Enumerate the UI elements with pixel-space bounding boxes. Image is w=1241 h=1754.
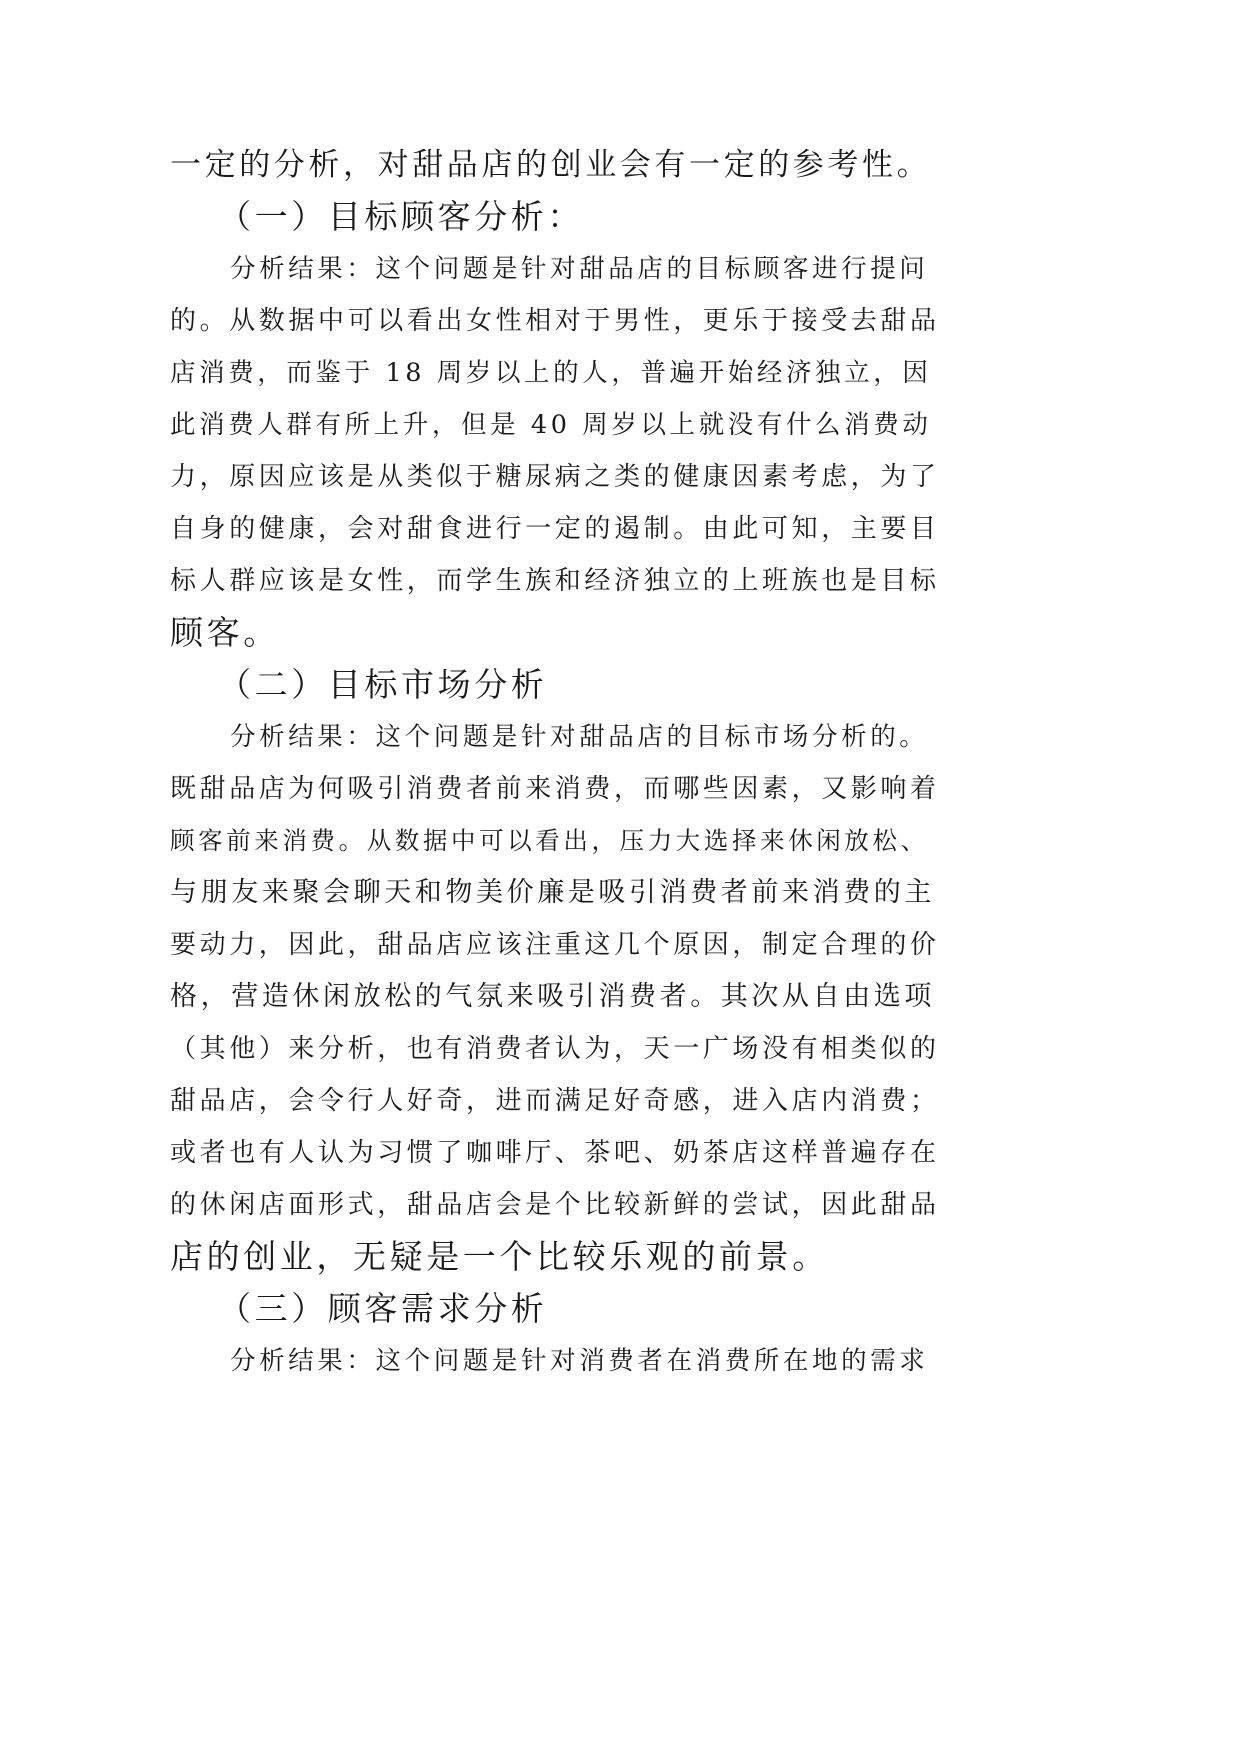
text-line-content: 自身的健康，会对甜食进行一定的遏制。由此可知，主要目	[170, 514, 940, 544]
text-line-content: 与朋友来聚会聊天和物美价廉是吸引消费者前来消费的主	[170, 877, 935, 908]
text-line-content: 既甜品店为何吸引消费者前来消费，而哪些因素，又影响着	[170, 774, 940, 804]
text-line-content: 或者也有人认为习惯了咖啡厅、茶吧、奶茶店这样普遍存在	[170, 1138, 940, 1168]
text-line	[0, 1124, 1241, 1182]
text-line-content: 此消费人群有所上升，但是 40 周岁以上就没有什么消费动	[170, 410, 932, 440]
text-line-content: 甜品店，会令行人好奇，进而满足好奇感，进入店内消费；	[170, 1086, 940, 1116]
text-line-content: 格，营造休闲放松的气氛来吸引消费者。其次从自由选项	[170, 981, 935, 1012]
section-heading-text: （一）目标顾客分析：	[218, 197, 584, 236]
text-line	[0, 240, 1241, 298]
text-line-content: （其他）来分析，也有消费者认为，天一广场没有相类似的	[170, 1034, 940, 1064]
text-line-content: 的。从数据中可以看出女性相对于男性，更乐于接受去甜品	[170, 306, 940, 336]
text-line-content: 店的创业，无疑是一个比较乐观的前景。	[170, 1237, 829, 1276]
text-line	[0, 448, 1241, 506]
text-line	[0, 604, 1241, 662]
text-line	[0, 864, 1241, 922]
text-line	[0, 1332, 1241, 1390]
text-line-content: 一定的分析，对甜品店的创业会有一定的参考性。	[170, 147, 932, 183]
text-line	[0, 1072, 1241, 1130]
text-line	[0, 344, 1241, 402]
text-line	[0, 552, 1241, 610]
text-line-content: 分析结果：这个问题是针对甜品店的目标市场分析的。	[230, 722, 929, 752]
text-line	[0, 1176, 1241, 1234]
section-heading	[0, 656, 1241, 714]
section-heading-text: （三）顾客需求分析	[218, 1289, 548, 1328]
text-line-content: 的休闲店面形式，甜品店会是个比较新鲜的尝试，因此甜品	[170, 1190, 940, 1220]
text-line	[0, 1228, 1241, 1286]
text-line-content: 分析结果：这个问题是针对消费者在消费所在地的需求	[230, 1346, 929, 1376]
text-line-content: 标人群应该是女性，而学生族和经济独立的上班族也是目标	[170, 566, 940, 596]
text-line-content: 分析结果：这个问题是针对甜品店的目标顾客进行提问	[230, 254, 929, 284]
text-line-content: 店消费，而鉴于 18 周岁以上的人，普遍开始经济独立，因	[170, 358, 932, 388]
text-line-content: 顾客。	[170, 613, 280, 652]
section-heading	[0, 1280, 1241, 1338]
text-line	[0, 916, 1241, 974]
text-line	[0, 1020, 1241, 1078]
text-line	[0, 760, 1241, 818]
text-line-content: 顾客前来消费。从数据中可以看出，压力大选择来休闲放松、	[170, 826, 929, 855]
text-line	[0, 708, 1241, 766]
text-line	[0, 292, 1241, 350]
section-heading-text: （二）目标市场分析	[218, 665, 548, 704]
text-line-content: 力，原因应该是从类似于糖尿病之类的健康因素考虑，为了	[170, 462, 940, 492]
section-heading	[0, 188, 1241, 246]
text-line-content: 要动力，因此，甜品店应该注重这几个原因，制定合理的价	[170, 930, 940, 960]
text-line	[0, 396, 1241, 454]
text-line	[0, 812, 1241, 870]
text-line	[0, 500, 1241, 558]
text-line	[0, 136, 1241, 194]
text-line	[0, 968, 1241, 1026]
